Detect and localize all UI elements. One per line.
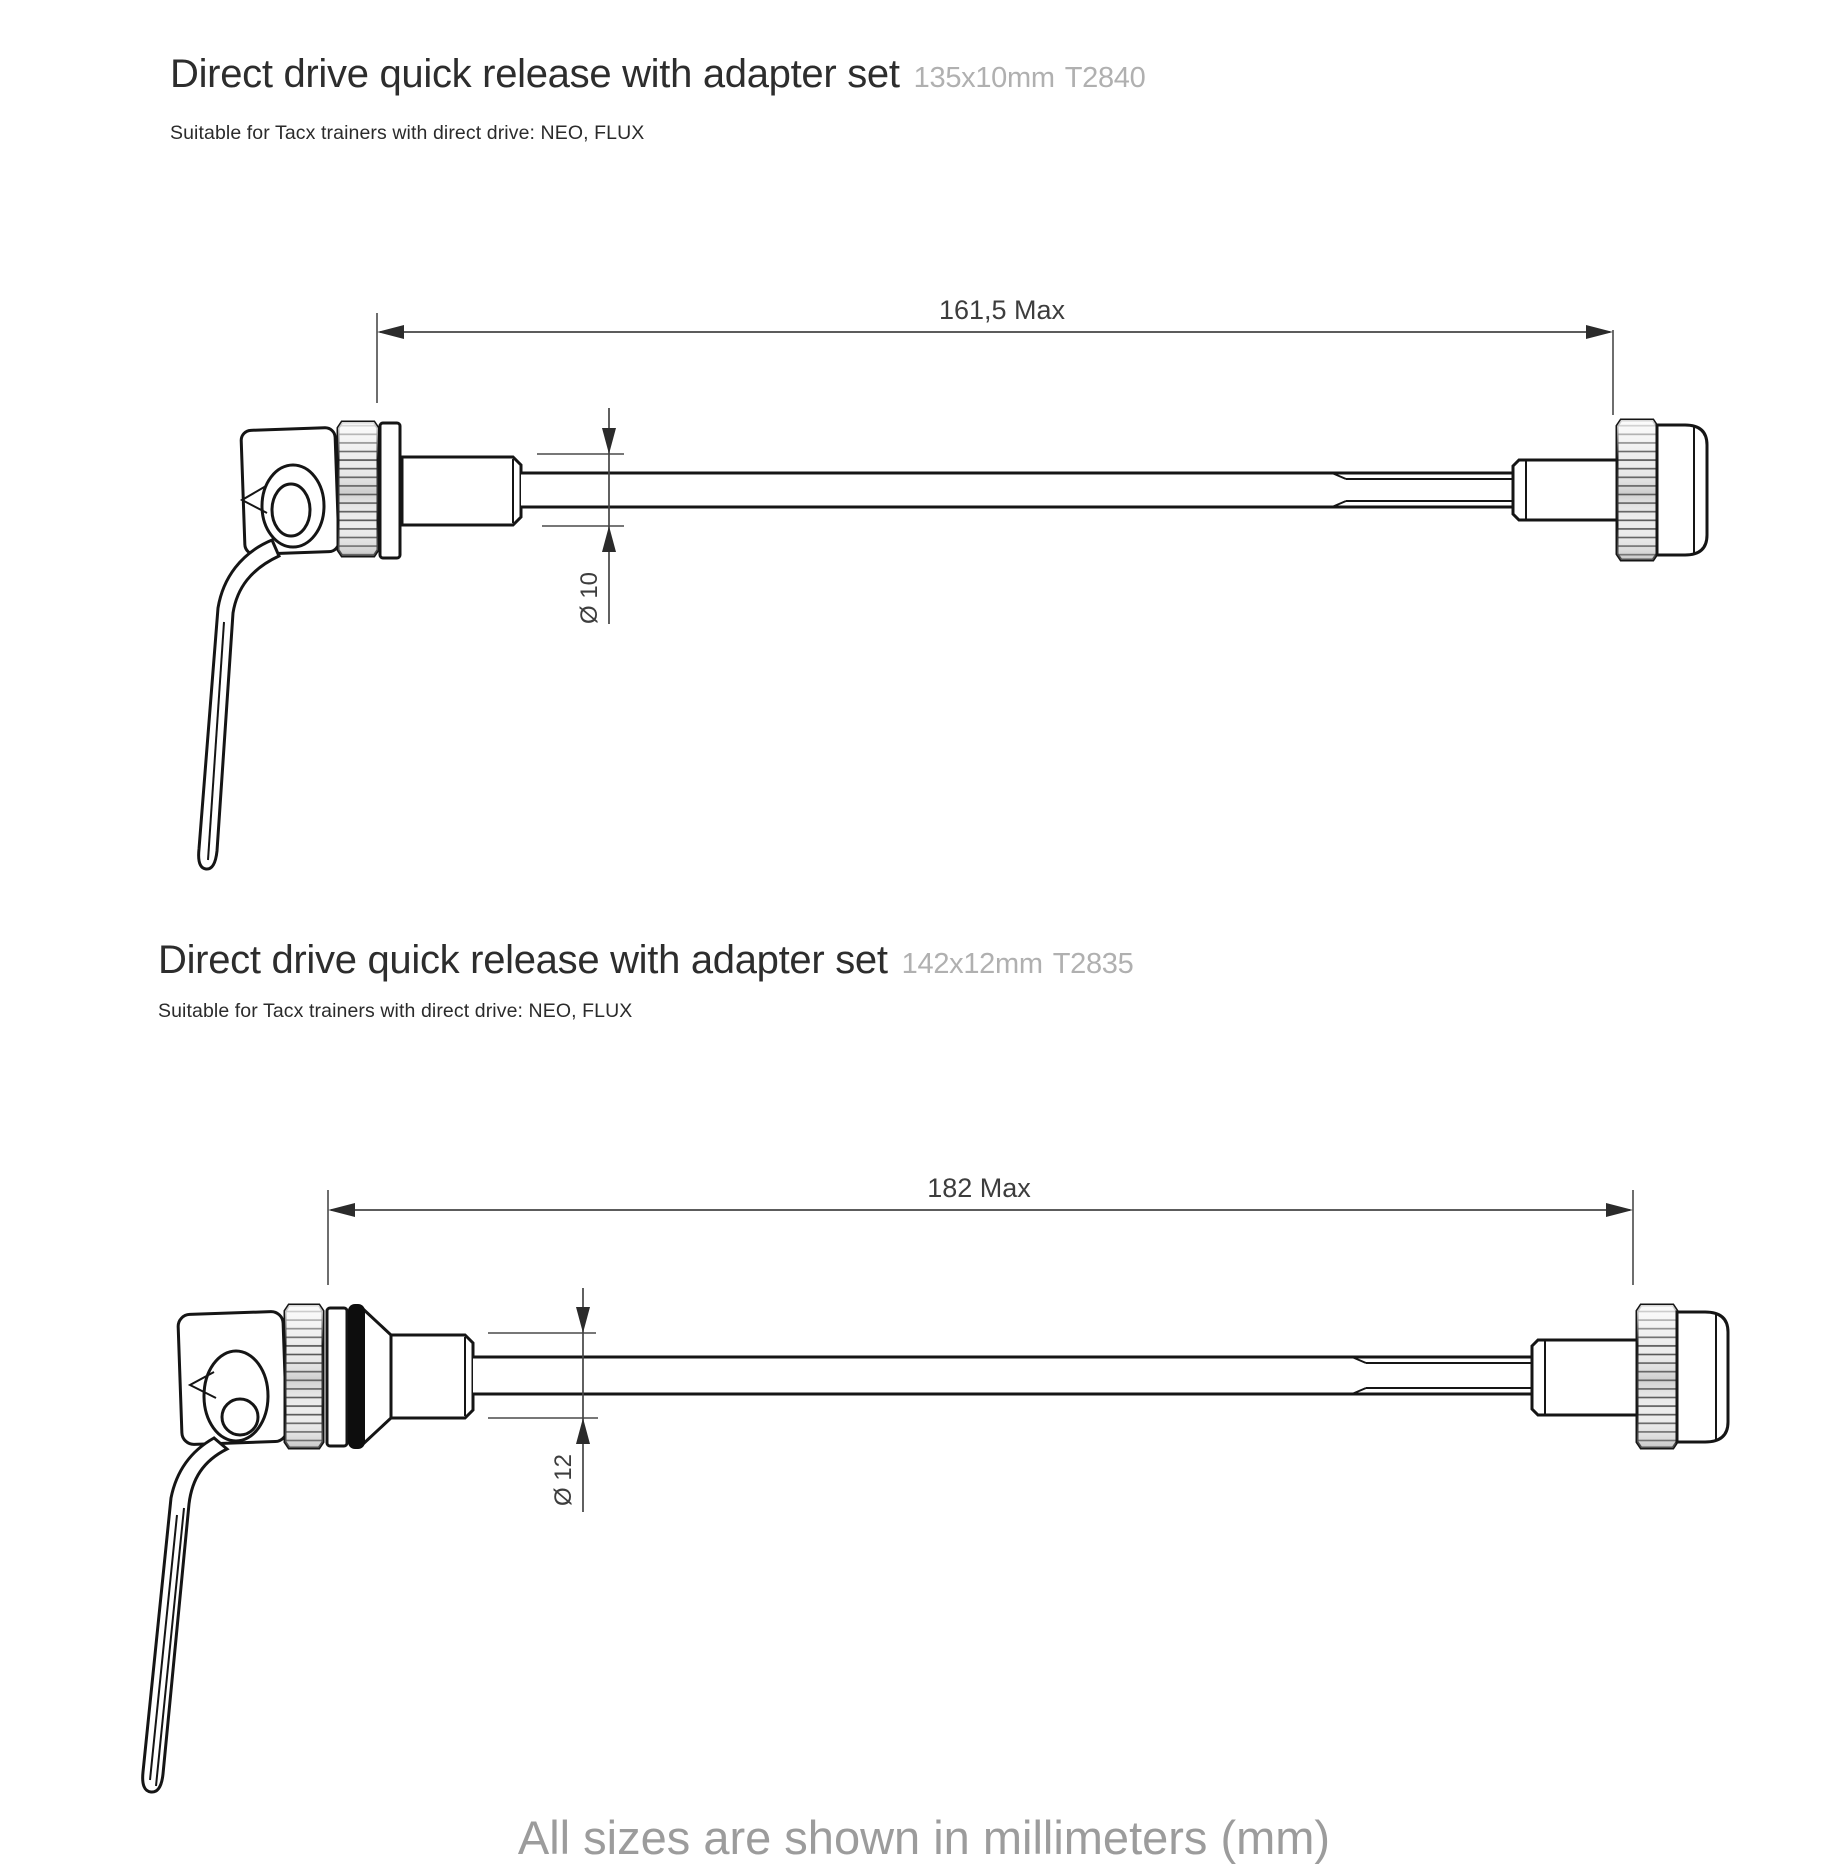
arrowhead-right — [1586, 325, 1613, 339]
flange — [380, 423, 400, 558]
arrowhead-left — [328, 1203, 355, 1217]
cam-lever-inner — [272, 484, 310, 536]
product-code: T2835 — [1052, 948, 1134, 980]
arrowhead-left — [377, 325, 404, 339]
product-code: T2840 — [1064, 62, 1146, 94]
quick-release-drawing-t2835 — [143, 1173, 1728, 1792]
quick-release-drawing-t2840 — [199, 295, 1707, 869]
arrowhead-up — [602, 526, 616, 552]
end-step-cylinder — [1513, 460, 1617, 520]
length-dimension-t2840 — [377, 295, 1613, 415]
length-dimension-t2835 — [328, 1173, 1633, 1285]
arrowhead-down — [602, 428, 616, 454]
length-dimension-label: 161,5 Max — [938, 295, 1066, 325]
diameter-dimension-label: Ø 12 — [550, 1453, 577, 1506]
section-subtitle-t2840: Suitable for Tacx trainers with direct drive: NEO, FLUX — [170, 122, 645, 144]
arrowhead-down — [576, 1307, 590, 1333]
spacer-ring — [327, 1308, 347, 1446]
axle-adapter — [402, 457, 521, 525]
axle-adapter — [391, 1335, 473, 1418]
skewer-t2835 — [143, 1304, 1728, 1792]
end-step-cylinder — [1532, 1340, 1637, 1415]
knurled-nut-left-shading — [338, 422, 378, 556]
lever-handle — [143, 1438, 227, 1792]
arrowhead-up — [576, 1418, 590, 1444]
end-cap — [1657, 425, 1707, 555]
footer-note: All sizes are shown in millimeters (mm) — [517, 1811, 1331, 1864]
product-variant: 135x10mm — [913, 62, 1055, 94]
knurled-nut-right-shading — [1637, 1305, 1677, 1448]
arrowhead-right — [1606, 1203, 1633, 1217]
product-title: Direct drive quick release with adapter set — [158, 938, 888, 982]
knurled-nut-right-shading — [1617, 420, 1657, 560]
end-cap — [1677, 1312, 1728, 1442]
knurled-nut-left-shading — [285, 1305, 323, 1448]
diameter-dimension-t2835 — [488, 1288, 598, 1512]
section-subtitle-t2835: Suitable for Tacx trainers with direct drive: NEO, FLUX — [158, 1000, 633, 1022]
taper-cone — [362, 1308, 391, 1445]
skewer-t2840 — [199, 420, 1707, 869]
product-title: Direct drive quick release with adapter set — [170, 52, 900, 96]
diameter-dimension-t2840 — [537, 408, 624, 624]
diameter-dimension-label: Ø 10 — [576, 571, 603, 624]
product-variant: 142x12mm — [901, 948, 1043, 980]
o-ring — [348, 1304, 365, 1449]
length-dimension-label: 182 Max — [927, 1173, 1031, 1203]
cam-lever-inner — [222, 1399, 258, 1435]
